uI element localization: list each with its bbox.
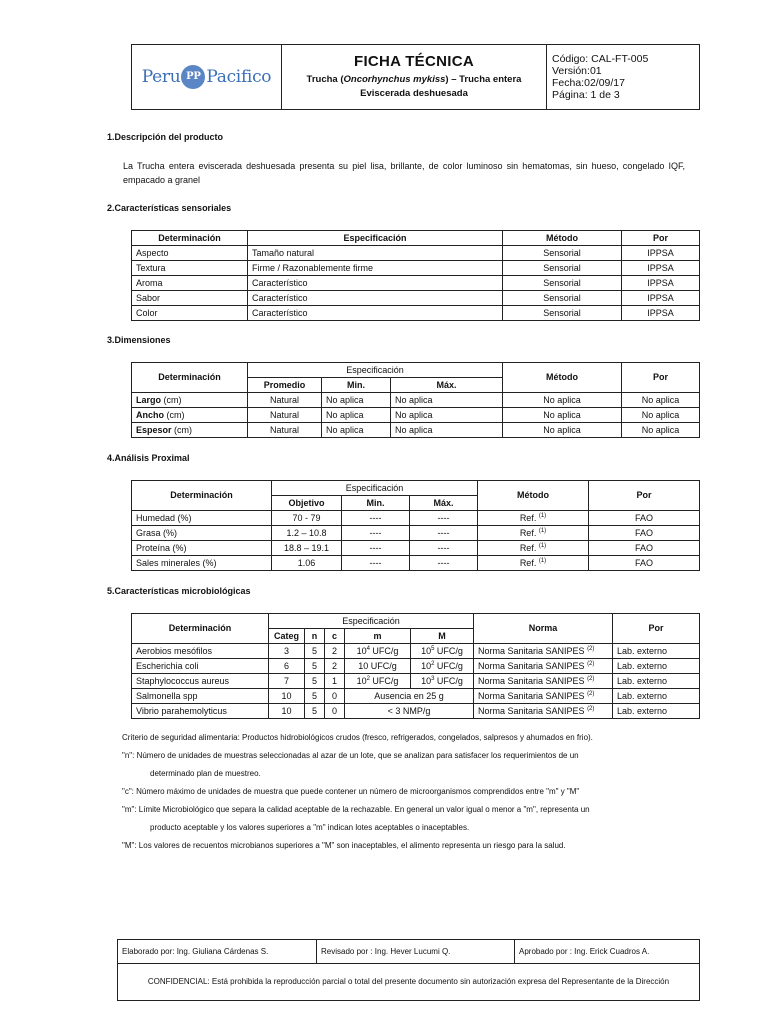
column-header: Máx. (391, 378, 503, 393)
approval-footer (117, 939, 700, 1001)
table-row: Salmonella spp 10 5 0 Ausencia en 25 g Norma Sanitaria SANIPES $^{(2)}$ Lab. externo (132, 689, 700, 704)
column-header: Determinación (132, 481, 272, 511)
table-row: Largo (cm) Natural No aplica No aplica No aplica No aplica (132, 393, 700, 408)
section-heading: 1.Descripción del producto (107, 132, 224, 142)
section-heading: 2.Características sensoriales (107, 203, 232, 213)
dimensions-table (131, 362, 700, 438)
document-subtitle: Trucha (Oncorhynchus mykiss) – Trucha entera Eviscerada deshuesada (306, 74, 522, 99)
company-logo (132, 45, 282, 110)
reviewed-by: Revisado por : Ing. Hever Lucumi Q. (317, 940, 515, 964)
note-line: "m": Límite Microbiológico que separa la calidad aceptable de la rechazable. En general un valor igual o menor a "m", representa un (122, 805, 590, 814)
column-header: Norma (474, 614, 613, 644)
logo-badge: PP (181, 65, 205, 89)
column-header: Determinación (132, 614, 269, 644)
column-header: Método (478, 481, 589, 511)
note-line: "c": Número máximo de unidades de muestra que puede contener un número de microorganismos comprendidos entre "m" y "M" (122, 787, 580, 796)
document-control-info (547, 45, 700, 110)
column-header: Por (613, 614, 700, 644)
microbiological-table (131, 613, 700, 719)
column-header: Método (503, 231, 622, 246)
table-row: Ancho (cm) Natural No aplica No aplica No aplica No aplica (132, 408, 700, 423)
document-code: Código: CAL-FT-005 (552, 53, 649, 65)
sensory-table (131, 230, 700, 321)
column-header: c (325, 629, 345, 644)
column-header: Min. (322, 378, 391, 393)
table-row: Proteína (%) 18.8 – 19.1 ---- ---- Ref. $^{(1)}$ FAO (132, 541, 700, 556)
note-line: determinado plan de muestreo. (150, 769, 261, 778)
column-header: Especificación (248, 363, 503, 378)
column-header: Por (589, 481, 700, 511)
table-row: Aroma Característico Sensorial IPPSA (132, 276, 700, 291)
note-line: "M": Los valores de recuentos microbianos superiores a "M" son inaceptables, el alimento representa un riesgo para la salud. (122, 841, 566, 850)
table-row: Humedad (%) 70 - 79 ---- ---- Ref. $^{(1)}$ FAO (132, 511, 700, 526)
section-heading: 4.Análisis Proximal (107, 453, 190, 463)
column-header: n (305, 629, 325, 644)
column-header: Min. (342, 496, 410, 511)
document-title-cell (282, 45, 547, 110)
logo-text-right: Pacifico (206, 67, 272, 87)
table-row: Sabor Característico Sensorial IPPSA (132, 291, 700, 306)
section-heading: 5.Características microbiológicas (107, 586, 251, 596)
column-header: Especificación (272, 481, 478, 496)
column-header: Especificación (248, 231, 503, 246)
table-row: Aerobios mesófilos 3 5 2 $10^4$ UFC/g $10^5$ UFC/g Norma Sanitaria SANIPES $^{(2)}$ Lab. externo (132, 644, 700, 659)
microbiological-notes (122, 729, 688, 855)
column-header: Promedio (248, 378, 322, 393)
table-row: Vibrio parahemolyticus 10 5 0 < 3 NMP/g Norma Sanitaria SANIPES $^{(2)}$ Lab. externo (132, 704, 700, 719)
column-header: Por (622, 231, 700, 246)
table-row: Aspecto Tamaño natural Sensorial IPPSA (132, 246, 700, 261)
table-row: Espesor (cm) Natural No aplica No aplica No aplica No aplica (132, 423, 700, 438)
table-row: Grasa (%) 1.2 – 10.8 ---- ---- Ref. $^{(1)}$ FAO (132, 526, 700, 541)
table-row: Textura Firme / Razonablemente firme Sensorial IPPSA (132, 261, 700, 276)
document-date: Fecha:02/09/17 (552, 77, 625, 89)
table-row: Color Característico Sensorial IPPSA (132, 306, 700, 321)
column-header: Por (622, 363, 700, 393)
column-header: M (411, 629, 474, 644)
document-page-number: Página: 1 de 3 (552, 89, 620, 101)
logo-text-left: Peru (141, 67, 181, 87)
table-row: Sales minerales (%) 1.06 ---- ---- Ref. $^{(1)}$ FAO (132, 556, 700, 571)
column-header: Método (503, 363, 622, 393)
document-title: FICHA TÉCNICA (353, 53, 474, 70)
section-heading: 3.Dimensiones (107, 335, 171, 345)
column-header: Especificación (269, 614, 474, 629)
note-line: Criterio de seguridad alimentaria: Productos hidrobiológicos crudos (fresco, refrigerados, congelados, salpresos y ahumados en frio). (122, 733, 593, 742)
proximal-analysis-table (131, 480, 700, 571)
column-header: Determinación (132, 231, 248, 246)
confidentiality-notice: CONFIDENCIAL: Está prohibida la reproducción parcial o total del presente documento sin autorización expresa del Representante de la Dirección (118, 964, 700, 1001)
product-description: La Trucha entera eviscerada deshuesada presenta su piel lisa, brillante, de color luminoso sin hematomas, sin hueso, congelado IQF, empacado a granel (123, 161, 685, 185)
note-line: producto aceptable y los valores superiores a "m" indican lotes aceptables o inaceptables. (150, 823, 470, 832)
note-line: "n": Número de unidades de muestras seleccionadas al azar de un lote, que se analizan para satisfacer los requerimientos de un (122, 751, 579, 760)
approved-by: Aprobado por : Ing. Erick Cuadros A. (515, 940, 700, 964)
column-header: Categ (269, 629, 305, 644)
header-table (131, 44, 700, 110)
table-row: Escherichia coli 6 5 2 10 UFC/g $10^2$ UFC/g Norma Sanitaria SANIPES $^{(2)}$ Lab. externo (132, 659, 700, 674)
column-header: Determinación (132, 363, 248, 393)
column-header: Máx. (410, 496, 478, 511)
document-version: Versión:01 (552, 65, 602, 77)
prepared-by: Elaborado por: Ing. Giuliana Cárdenas S. (118, 940, 317, 964)
column-header: m (345, 629, 411, 644)
column-header: Objetivo (272, 496, 342, 511)
table-row: Staphylococcus aureus 7 5 1 $10^2$ UFC/g $10^3$ UFC/g Norma Sanitaria SANIPES $^{(2)}$ Lab. externo (132, 674, 700, 689)
